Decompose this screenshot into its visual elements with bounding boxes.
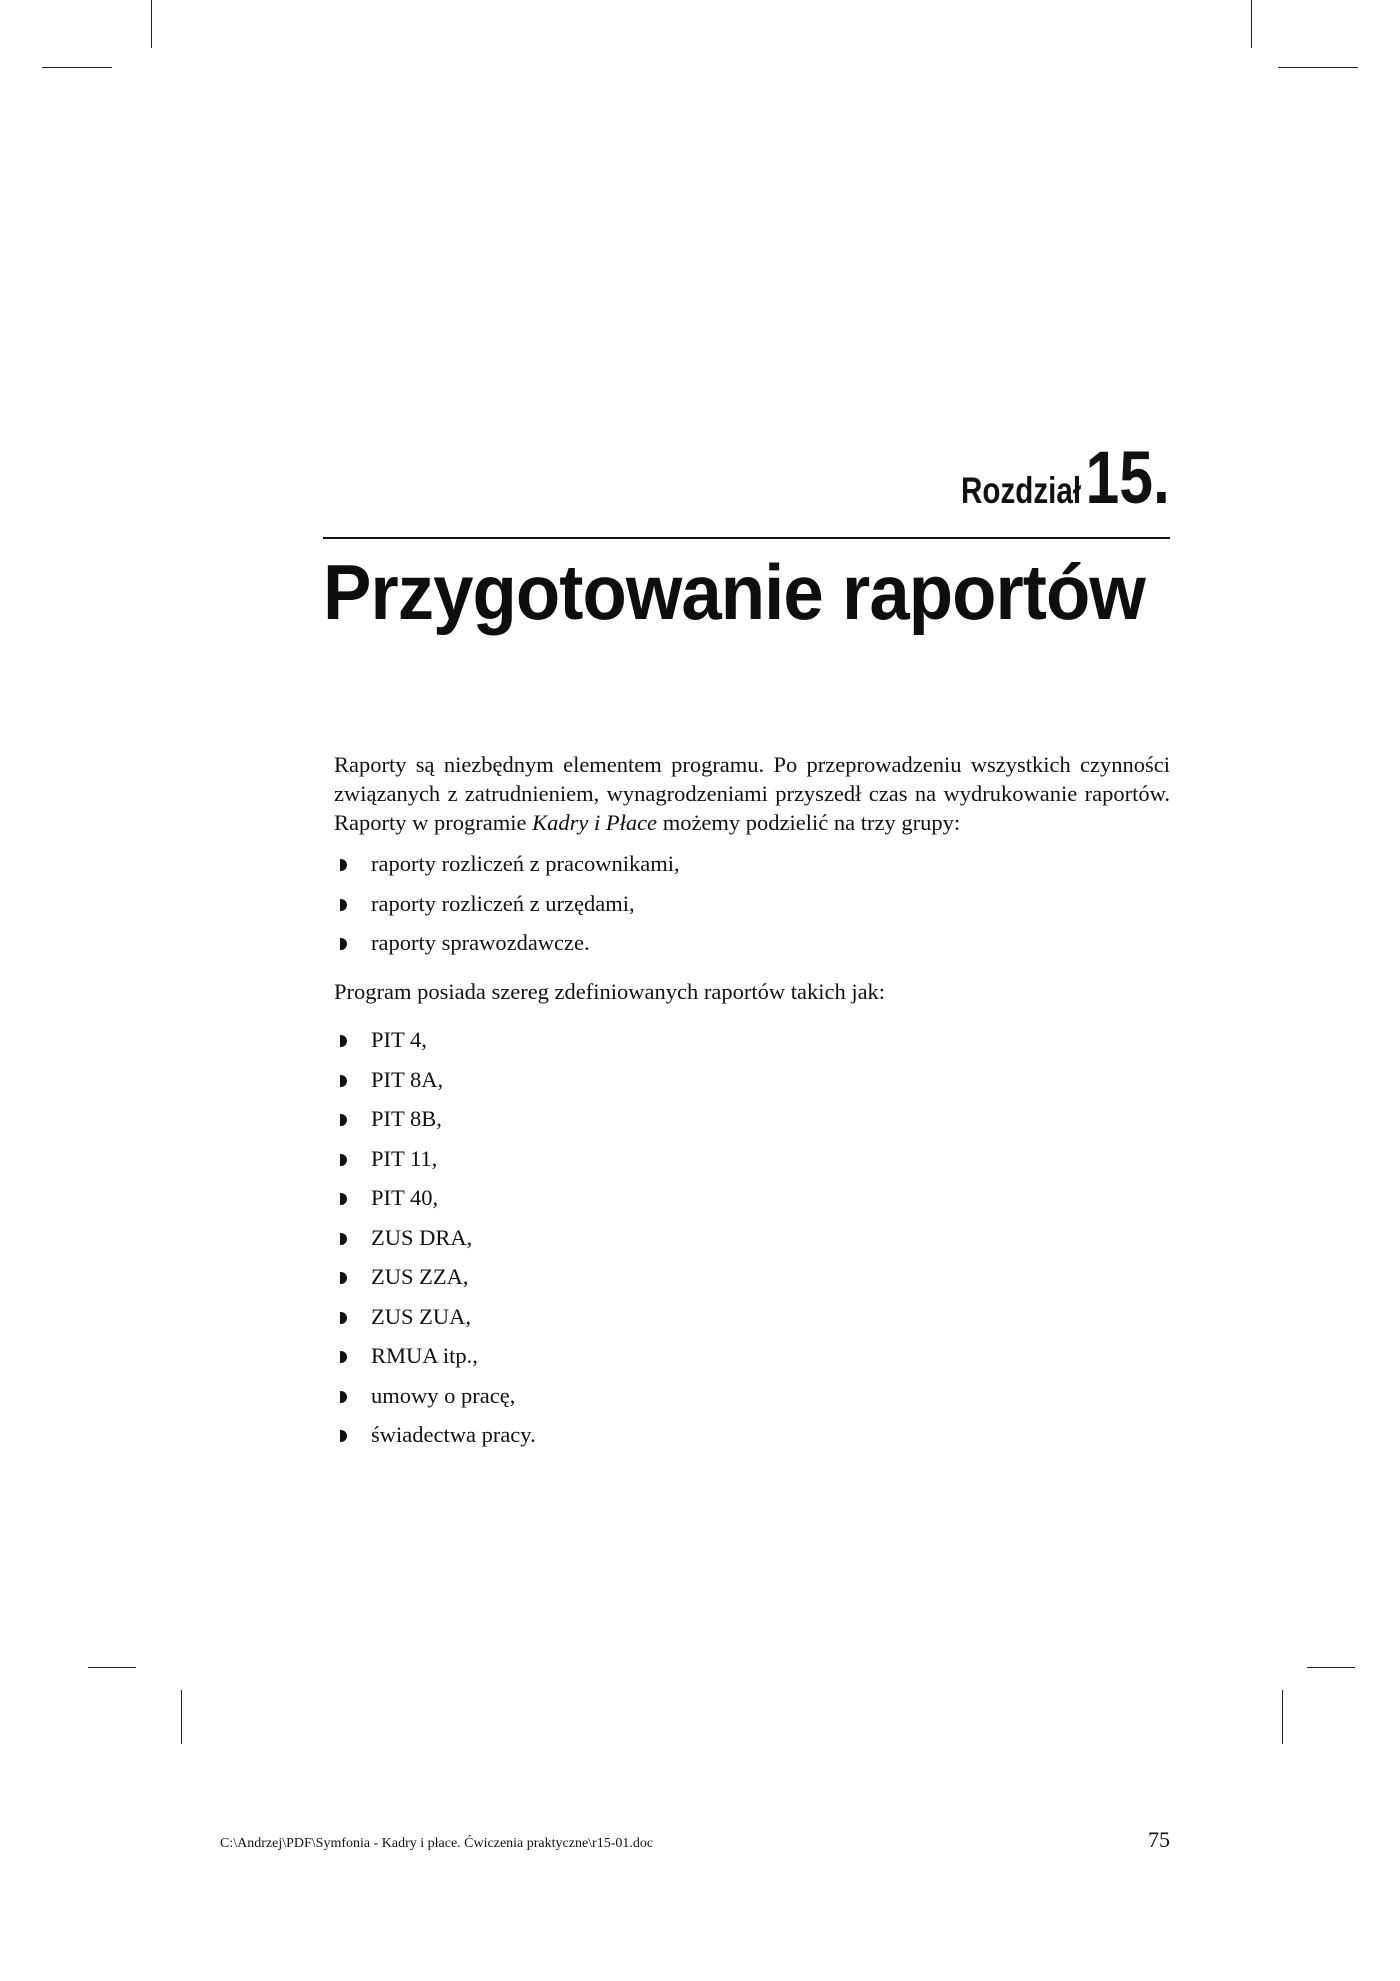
- list-item: [340, 1183, 536, 1223]
- page-number: 75: [1148, 1827, 1170, 1852]
- list-item-text: umowy o pracę,: [371, 1382, 516, 1408]
- bullet-icon: [340, 1193, 347, 1205]
- report-groups-list: [340, 849, 680, 968]
- list-item-text: ZUS DRA,: [371, 1224, 473, 1250]
- chapter-label: [323, 438, 1170, 518]
- list-item-text: ZUS ZUA,: [371, 1303, 471, 1329]
- list-item: [340, 1420, 536, 1460]
- list-item-text: ZUS ZZA,: [371, 1264, 469, 1289]
- chapter-number: 15.: [1085, 436, 1170, 519]
- list-item-text: raporty rozliczeń z pracownikami,: [371, 851, 680, 876]
- list-item-text: raporty rozliczeń z urzędami,: [371, 890, 635, 916]
- list-item: [340, 1223, 536, 1263]
- crop-mark-bottom-left-vertical: [181, 1690, 182, 1744]
- program-name: Kadry i Płace: [532, 810, 658, 835]
- bullet-icon: [340, 938, 347, 950]
- list-item: [340, 928, 680, 968]
- list-item: [340, 1065, 536, 1105]
- bullet-icon: [340, 1075, 347, 1087]
- chapter-title: Przygotowanie raportów: [323, 548, 1145, 636]
- list-item-text: PIT 11,: [371, 1145, 438, 1171]
- crop-mark-bottom-right-horizontal: [1307, 1667, 1355, 1668]
- list-item-text: świadectwa pracy.: [371, 1422, 536, 1447]
- crop-mark-top-right-horizontal: [1278, 67, 1358, 68]
- bullet-icon: [340, 1272, 347, 1284]
- bullet-icon: [340, 1351, 347, 1363]
- list-item: [340, 849, 680, 889]
- intro-text-after: możemy podzielić na trzy grupy:: [657, 810, 961, 835]
- list-item-text: PIT 8A,: [371, 1066, 444, 1092]
- list-item-text: PIT 4,: [371, 1027, 427, 1052]
- bullet-icon: [340, 859, 347, 871]
- intro-text-before: Raporty są niezbędnym elementem programu. Po przeprowadzeniu wszystkich czynności związanych z zatrudnieniem, wynagrodzeniami przyszedł czas na wydrukowanie raportów. Raporty w programie: [334, 752, 1170, 835]
- list-item: [340, 1025, 536, 1065]
- bullet-icon: [340, 1430, 347, 1442]
- crop-mark-top-right-vertical: [1251, 0, 1252, 48]
- reports-list: [340, 1025, 536, 1460]
- bullet-icon: [340, 1312, 347, 1324]
- bullet-icon: [340, 1391, 347, 1403]
- chapter-word: Rozdział: [961, 470, 1082, 511]
- intro-paragraph: [334, 750, 1170, 837]
- list-item-text: PIT 40,: [371, 1185, 439, 1210]
- title-rule: [323, 537, 1170, 539]
- bullet-icon: [340, 899, 347, 911]
- list-item: [340, 889, 680, 929]
- bullet-icon: [340, 1114, 347, 1126]
- bullet-icon: [340, 1035, 347, 1047]
- list-item: [340, 1302, 536, 1342]
- crop-mark-bottom-left-horizontal: [88, 1667, 136, 1668]
- crop-mark-top-left-vertical: [151, 0, 152, 48]
- program-intro-paragraph: Program posiada szereg zdefiniowanych raportów takich jak:: [334, 979, 886, 1004]
- footer-file-path: C:\Andrzej\PDF\Symfonia - Kadry i płace. Ćwiczenia praktyczne\r15-01.doc: [220, 1836, 654, 1851]
- list-item: [340, 1381, 536, 1421]
- list-item: [340, 1341, 536, 1381]
- crop-mark-top-left-horizontal: [42, 67, 112, 68]
- bullet-icon: [340, 1154, 347, 1166]
- list-item-text: RMUA itp.,: [371, 1343, 478, 1368]
- list-item: [340, 1262, 536, 1302]
- list-item-text: raporty sprawozdawcze.: [371, 930, 590, 955]
- crop-mark-bottom-right-vertical: [1282, 1690, 1283, 1744]
- list-item: [340, 1104, 536, 1144]
- list-item: [340, 1144, 536, 1184]
- list-item-text: PIT 8B,: [371, 1106, 442, 1131]
- bullet-icon: [340, 1233, 347, 1245]
